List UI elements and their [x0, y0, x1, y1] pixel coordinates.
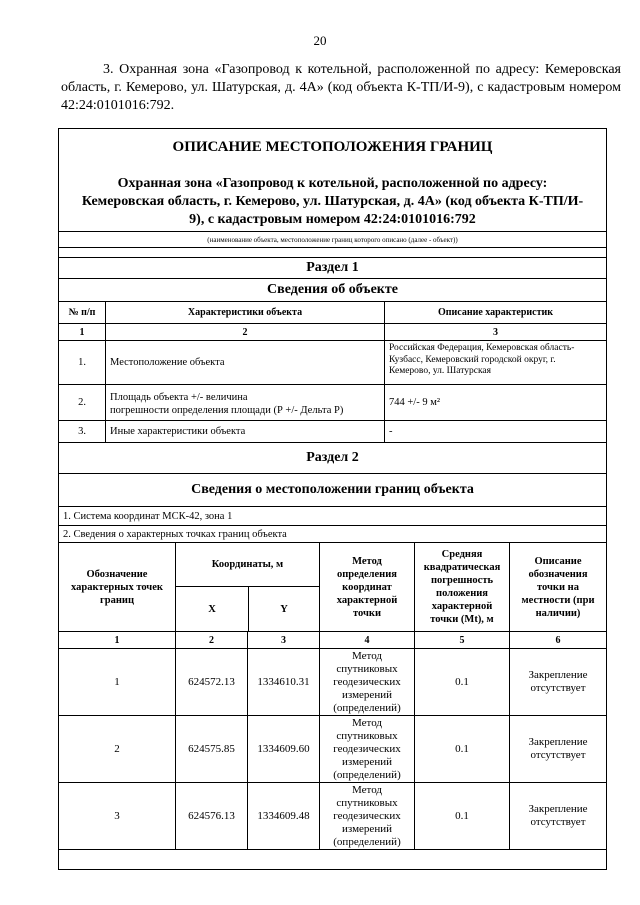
section1-number-row — [59, 324, 606, 341]
row-number: 2. — [78, 397, 86, 408]
object-name-line: 9), с кадастровым номером 42:24:0101016:792 — [189, 212, 476, 227]
point-method: Метод спутниковых геодезических измерений (определений) — [319, 716, 414, 782]
row-characteristic: Иные характеристики объекта — [105, 421, 384, 442]
point-id: 1 — [114, 675, 120, 688]
section2-header-row — [59, 543, 606, 632]
section2-title: Сведения о местоположении границ объекта — [59, 474, 606, 507]
col-header-coordinates — [175, 543, 319, 631]
point-x: 624575.85 — [175, 716, 247, 782]
col-number: 2 — [175, 632, 247, 648]
row-value: - — [384, 421, 606, 442]
row-characteristic: Местоположение объекта — [105, 341, 384, 384]
col-header-y: Y — [248, 587, 319, 631]
point-id: 3 — [114, 809, 120, 822]
point-method: Метод спутниковых геодезических измерений (определений) — [319, 649, 414, 715]
table-row — [59, 783, 606, 850]
row-value: 744 +/- 9 м² — [384, 385, 606, 420]
row-characteristic — [105, 385, 384, 420]
section1-title: Сведения об объекте — [59, 279, 606, 302]
table-row — [59, 649, 606, 716]
point-method: Метод спутниковых геодезических измерений (определений) — [319, 783, 414, 849]
point-description: Закрепление отсутствует — [509, 783, 606, 849]
point-accuracy: 0.1 — [414, 716, 509, 782]
col-header-method: Метод определения координат характерной точки — [319, 543, 414, 631]
table-row — [59, 341, 606, 385]
table-row — [59, 421, 606, 443]
col-number: 3 — [384, 324, 606, 340]
object-caption: (наименование объекта, местоположение границ которого описано (далее - объект)) — [59, 232, 606, 248]
coordinates-label: Координаты, м — [211, 559, 284, 570]
col-number: 2 — [105, 324, 384, 340]
section2-label: Раздел 2 — [59, 443, 606, 474]
point-id: 2 — [114, 742, 120, 755]
col-number: 1 — [79, 326, 85, 338]
object-name — [59, 175, 606, 229]
point-y: 1334609.60 — [247, 716, 319, 782]
value-line: Российская Федерация, Кемеровская область- — [389, 343, 575, 353]
section2-number-row — [59, 632, 606, 649]
col-header-characteristic: Характеристики объекта — [105, 302, 384, 323]
form-title: ОПИСАНИЕ МЕСТОПОЛОЖЕНИЯ ГРАНИЦ — [172, 139, 493, 155]
value-line: Кузбасс, Кемеровский городской округ, г. — [389, 354, 556, 365]
row-number: 3. — [78, 426, 86, 437]
point-x: 624576.13 — [175, 783, 247, 849]
row-value — [384, 341, 606, 384]
point-y: 1334609.48 — [247, 783, 319, 849]
point-x: 624572.13 — [175, 649, 247, 715]
points-caption: 2. Сведения о характерных точках границ объекта — [59, 526, 606, 543]
value-line: Кемерово, ул. Шатурская — [389, 366, 492, 376]
point-description: Закрепление отсутствует — [509, 649, 606, 715]
col-header-description: Описание характеристик — [384, 302, 606, 323]
col-header-accuracy: Средняя квадратическая погрешность положения характерной точки (Mt), м — [414, 543, 509, 631]
col-number: 1 — [114, 634, 120, 646]
object-name-line: Охранная зона «Газопровод к котельной, расположенной по адресу: — [117, 176, 548, 191]
spacer-row — [59, 248, 606, 258]
col-number: 6 — [509, 632, 606, 648]
point-accuracy: 0.1 — [414, 649, 509, 715]
col-number: 3 — [247, 632, 319, 648]
col-number: 4 — [319, 632, 414, 648]
object-name-line: Кемеровская область, г. Кемерово, ул. Шатурская, д. 4А» (код объекта К-ТП/И- — [81, 194, 584, 209]
section1-header-row — [59, 302, 606, 324]
coordinate-system: 1. Система координат МСК-42, зона 1 — [59, 507, 606, 526]
col-header-num: № п/п — [68, 307, 96, 318]
point-description: Закрепление отсутствует — [509, 716, 606, 782]
boundary-description-form — [58, 128, 607, 870]
col-header-point-description: Описание обозначения точки на местности (при наличии) — [509, 543, 606, 631]
col-header-x: X — [208, 603, 216, 615]
point-accuracy: 0.1 — [414, 783, 509, 849]
section1-label: Раздел 1 — [59, 258, 606, 279]
table-row — [59, 385, 606, 421]
characteristic-line: Площадь объекта +/- величина — [110, 392, 248, 403]
col-number: 5 — [414, 632, 509, 648]
point-y: 1334610.31 — [247, 649, 319, 715]
characteristic-line: погрешности определения площади (Р +/- Дельта Р) — [110, 405, 344, 416]
intro-paragraph: 3. Охранная зона «Газопровод к котельной, расположенной по адресу: Кемеровская область, г. Кемерово, ул. Шатурская, д. 4А» (код объекта К-ТП/И-9), с кадастровым номером 42:24:0101016:792. — [61, 62, 621, 113]
page-number: 20 — [313, 33, 327, 48]
col-header-designation: Обозначение характерных точек границ — [71, 568, 163, 606]
row-number: 1. — [78, 357, 86, 368]
table-row — [59, 716, 606, 783]
title-block — [59, 129, 606, 232]
